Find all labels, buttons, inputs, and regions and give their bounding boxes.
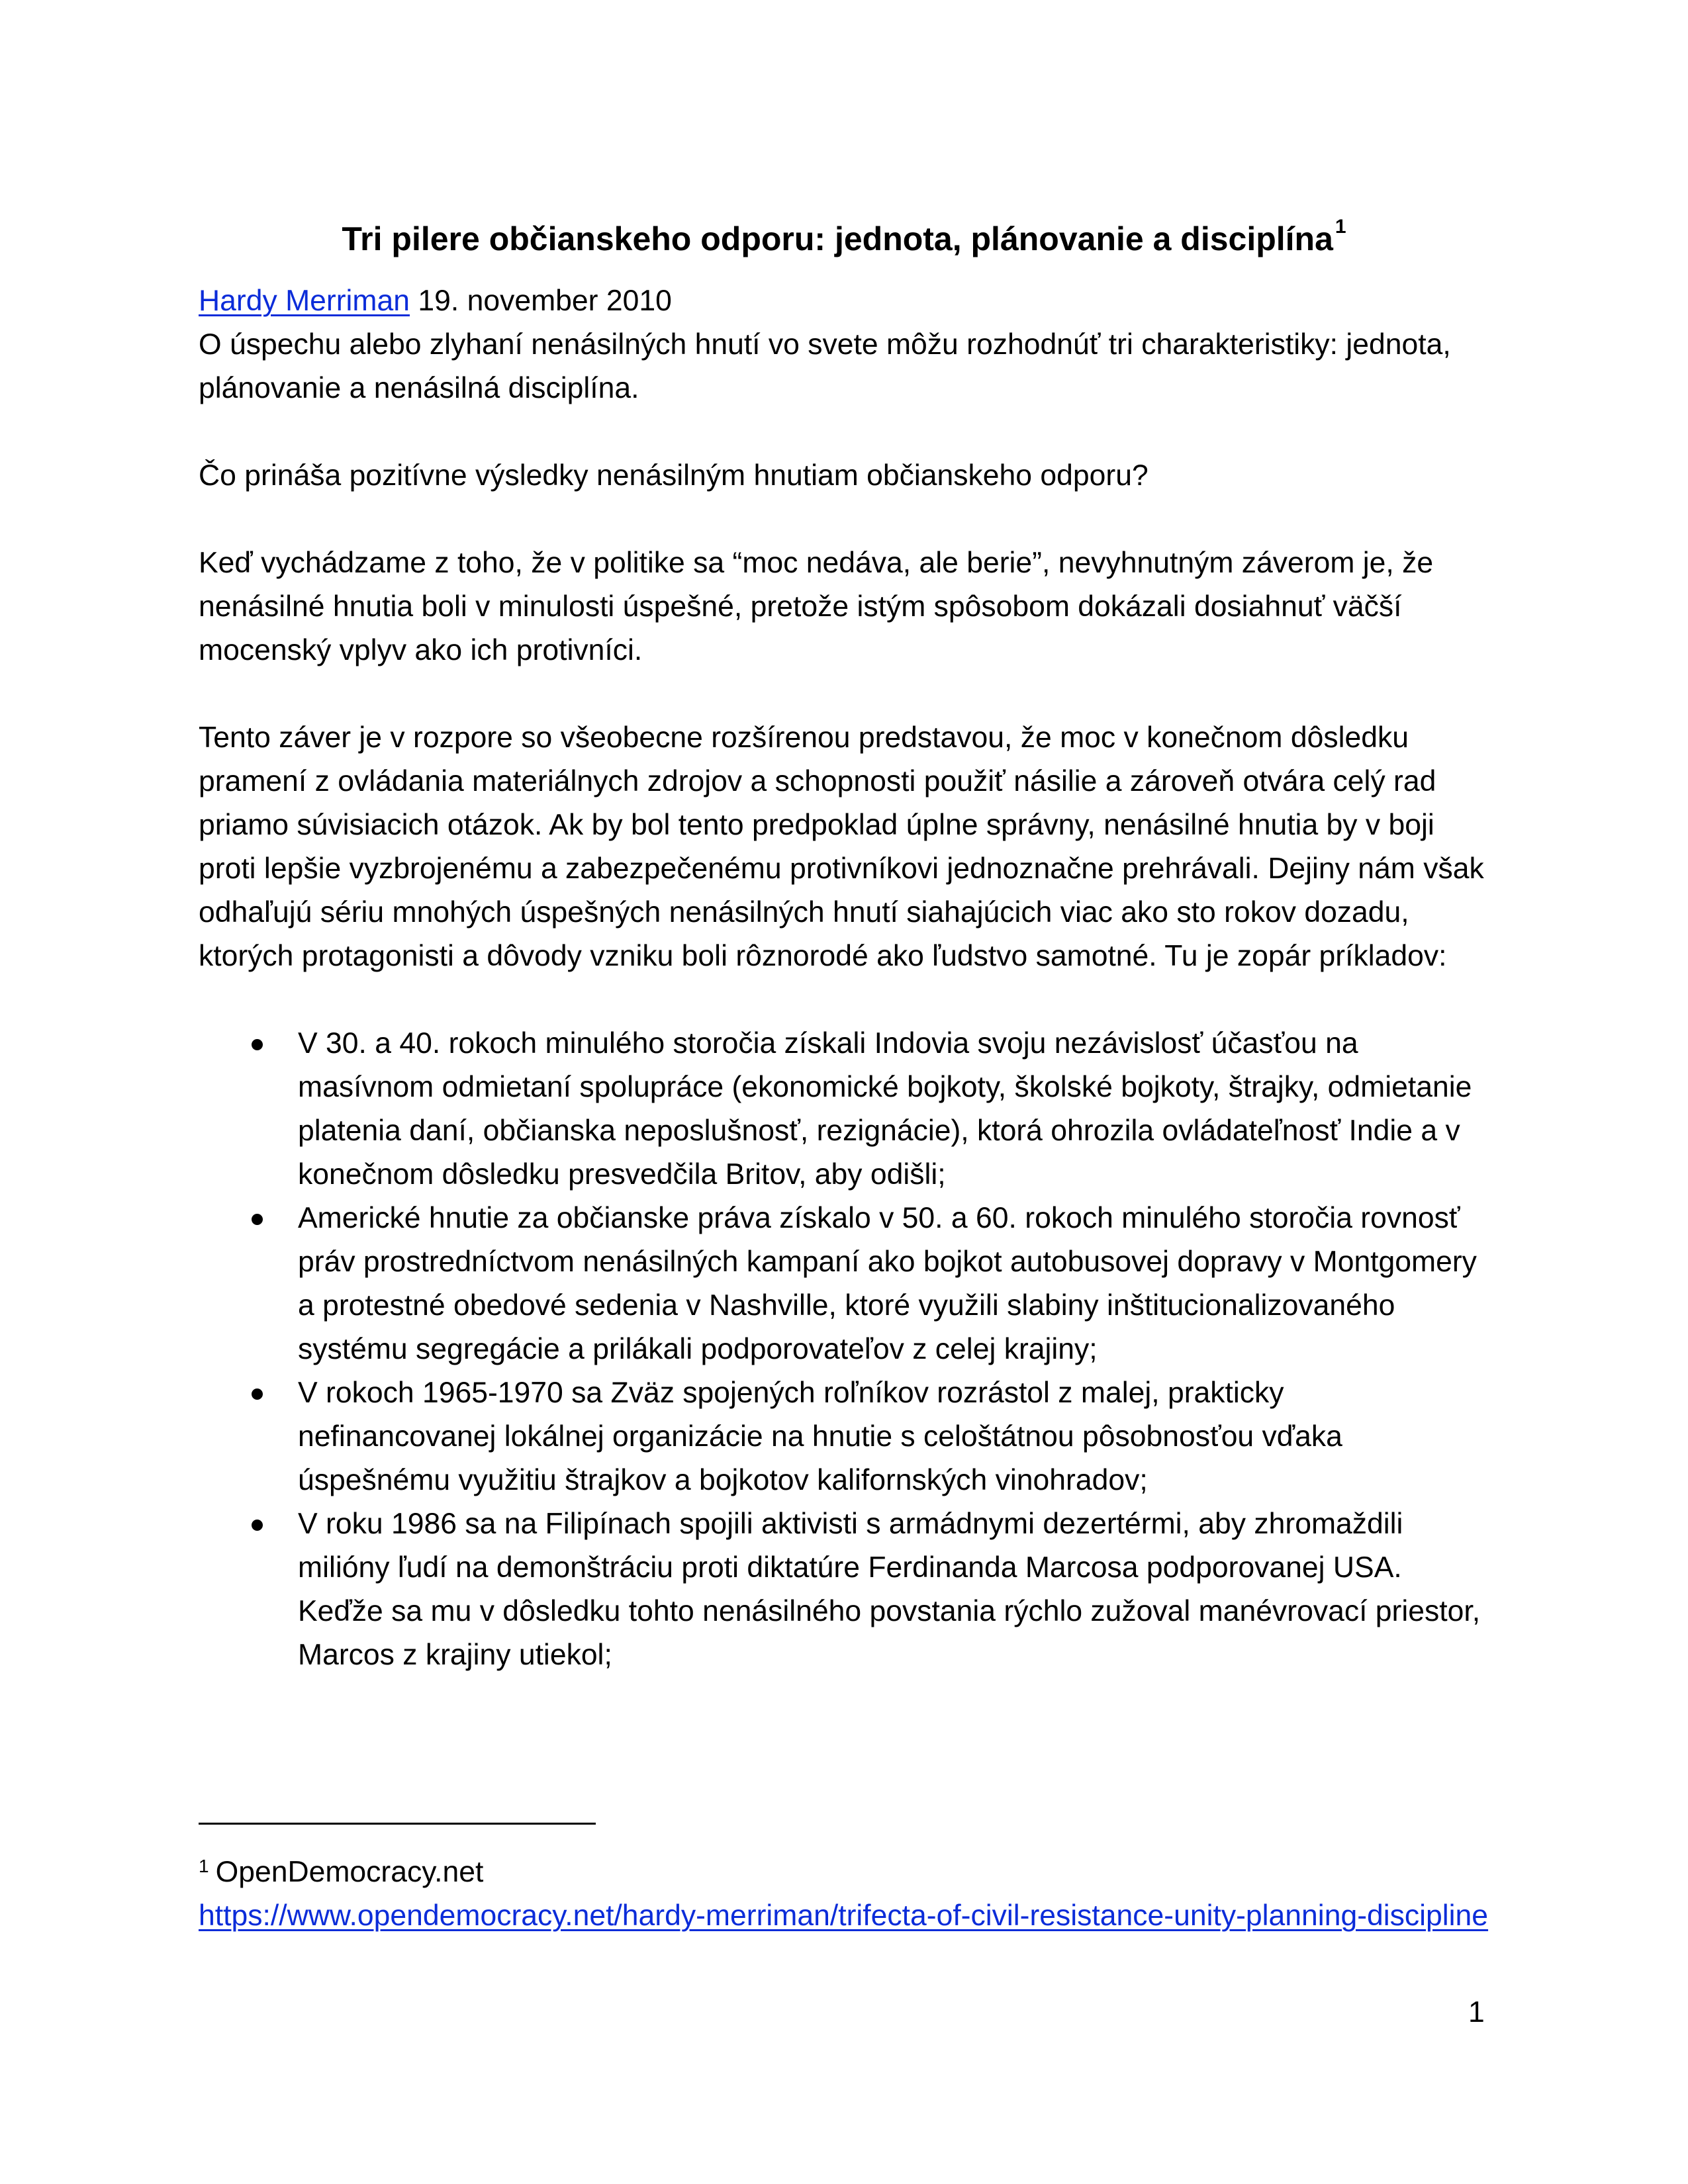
examples-list bbox=[199, 1022, 1489, 1677]
bullet-icon bbox=[252, 1520, 263, 1531]
footnote bbox=[199, 1850, 1489, 1938]
publication-date: 19. november 2010 bbox=[418, 285, 672, 317]
bullet-icon bbox=[252, 1039, 263, 1050]
power-paragraph: Keď vychádzame z toho, že v politike sa “moc nedáva, ale berie”, nevyhnutným záverom je, že nenásilné hnutia boli v minulosti úspešné, pretože istým spôsobom dokázali dosiahnuť väčší mocenský vplyv ako ich protivníci. bbox=[199, 547, 1434, 666]
author-link[interactable]: Hardy Merriman bbox=[199, 285, 410, 317]
list-item bbox=[199, 1502, 1489, 1677]
list-item-text: V roku 1986 sa na Filipínach spojili aktivisti s armádnymi dezertérmi, aby zhromaždili milióny ľudí na demonštráciu proti diktatúre Ferdinanda Marcosa podporovanej USA. Keďže sa mu v dôsledku tohto nenásilného povstania rýchlo zužoval manévrovací priestor, Marcos z krajiny utiekol; bbox=[298, 1508, 1481, 1671]
list-item-text: V rokoch 1965-1970 sa Zväz spojených roľníkov rozrástol z malej, prakticky nefinancovanej lokálnej organizácie na hnutie s celoštátnou pôsobnosťou vďaka úspešnému využitiu štrajkov a bojkotov kalifornských vinohradov; bbox=[298, 1377, 1342, 1496]
intro-paragraph: O úspechu alebo zlyhaní nenásilných hnutí vo svete môžu rozhodnúť tri charakteristiky: jednota, plánovanie a nenásilná disciplína. bbox=[199, 328, 1451, 404]
bullet-icon bbox=[252, 1214, 263, 1225]
byline bbox=[199, 279, 672, 323]
list-item-text: Americké hnutie za občianske práva získalo v 50. a 60. rokoch minulého storočia rovnosť práv prostredníctvom nenásilných kampaní ako bojkot autobusovej dopravy v Montgomery a protestné obedové sedenia v Nashville, ktoré využili slabiny inštitucionalizovaného systému segregácie a prilákali podporovateľov z celej krajiny; bbox=[298, 1202, 1477, 1365]
page-number: 1 bbox=[1468, 1996, 1485, 2028]
bullet-icon bbox=[252, 1388, 263, 1400]
title-footnote-marker[interactable]: 1 bbox=[1335, 216, 1346, 238]
footnote-number: 1 bbox=[199, 1856, 209, 1876]
document-title bbox=[199, 216, 1489, 262]
footnote-url-link[interactable]: https://www.opendemocracy.net/hardy-merriman/trifecta-of-civil-resistance-unity-planning-discipline bbox=[199, 1899, 1489, 1932]
history-paragraph: Tento záver je v rozpore so všeobecne rozšírenou predstavou, že moc v konečnom dôsledku pramení z ovládania materiálnych zdrojov a schopnosti použiť násilie a zároveň otvára celý rad priamo súvisiacich otázok. Ak by bol tento predpoklad úplne správny, nenásilné hnutia by v boji proti lepšie vyzbrojenému a zabezpečenému protivníkovi jednoznačne prehrávali. Dejiny nám však odhaľujú sériu mnohých úspešných nenásilných hnutí siahajúcich viac ako sto rokov dozadu, ktorých protagonisti a dôvody vzniku boli rôznorodé ako ľudstvo samotné. Tu je zopár príkladov: bbox=[199, 721, 1484, 972]
title-text: Tri pilere občianskeho odporu: jednota, plánovanie a disciplína bbox=[342, 220, 1333, 257]
list-item-text: V 30. a 40. rokoch minulého storočia získali Indovia svoju nezávislosť účasťou na masívnom odmietaní spolupráce (ekonomické bojkoty, školské bojkoty, štrajky, odmietanie platenia daní, občianska neposlušnosť, rezignácie), ktorá ohrozila ovládateľnosť Indie a v konečnom dôsledku presvedčila Britov, aby odišli; bbox=[298, 1027, 1472, 1191]
footnote-source: OpenDemocracy.net bbox=[215, 1856, 484, 1888]
list-item bbox=[199, 1197, 1489, 1371]
footnote-separator bbox=[199, 1823, 596, 1825]
list-item bbox=[199, 1022, 1489, 1197]
footnote-url-line bbox=[199, 1894, 1489, 1938]
footnote-source-line bbox=[199, 1850, 1489, 1894]
question-paragraph: Čo prináša pozitívne výsledky nenásilným hnutiam občianskeho odporu? bbox=[199, 459, 1149, 492]
list-item bbox=[199, 1371, 1489, 1502]
